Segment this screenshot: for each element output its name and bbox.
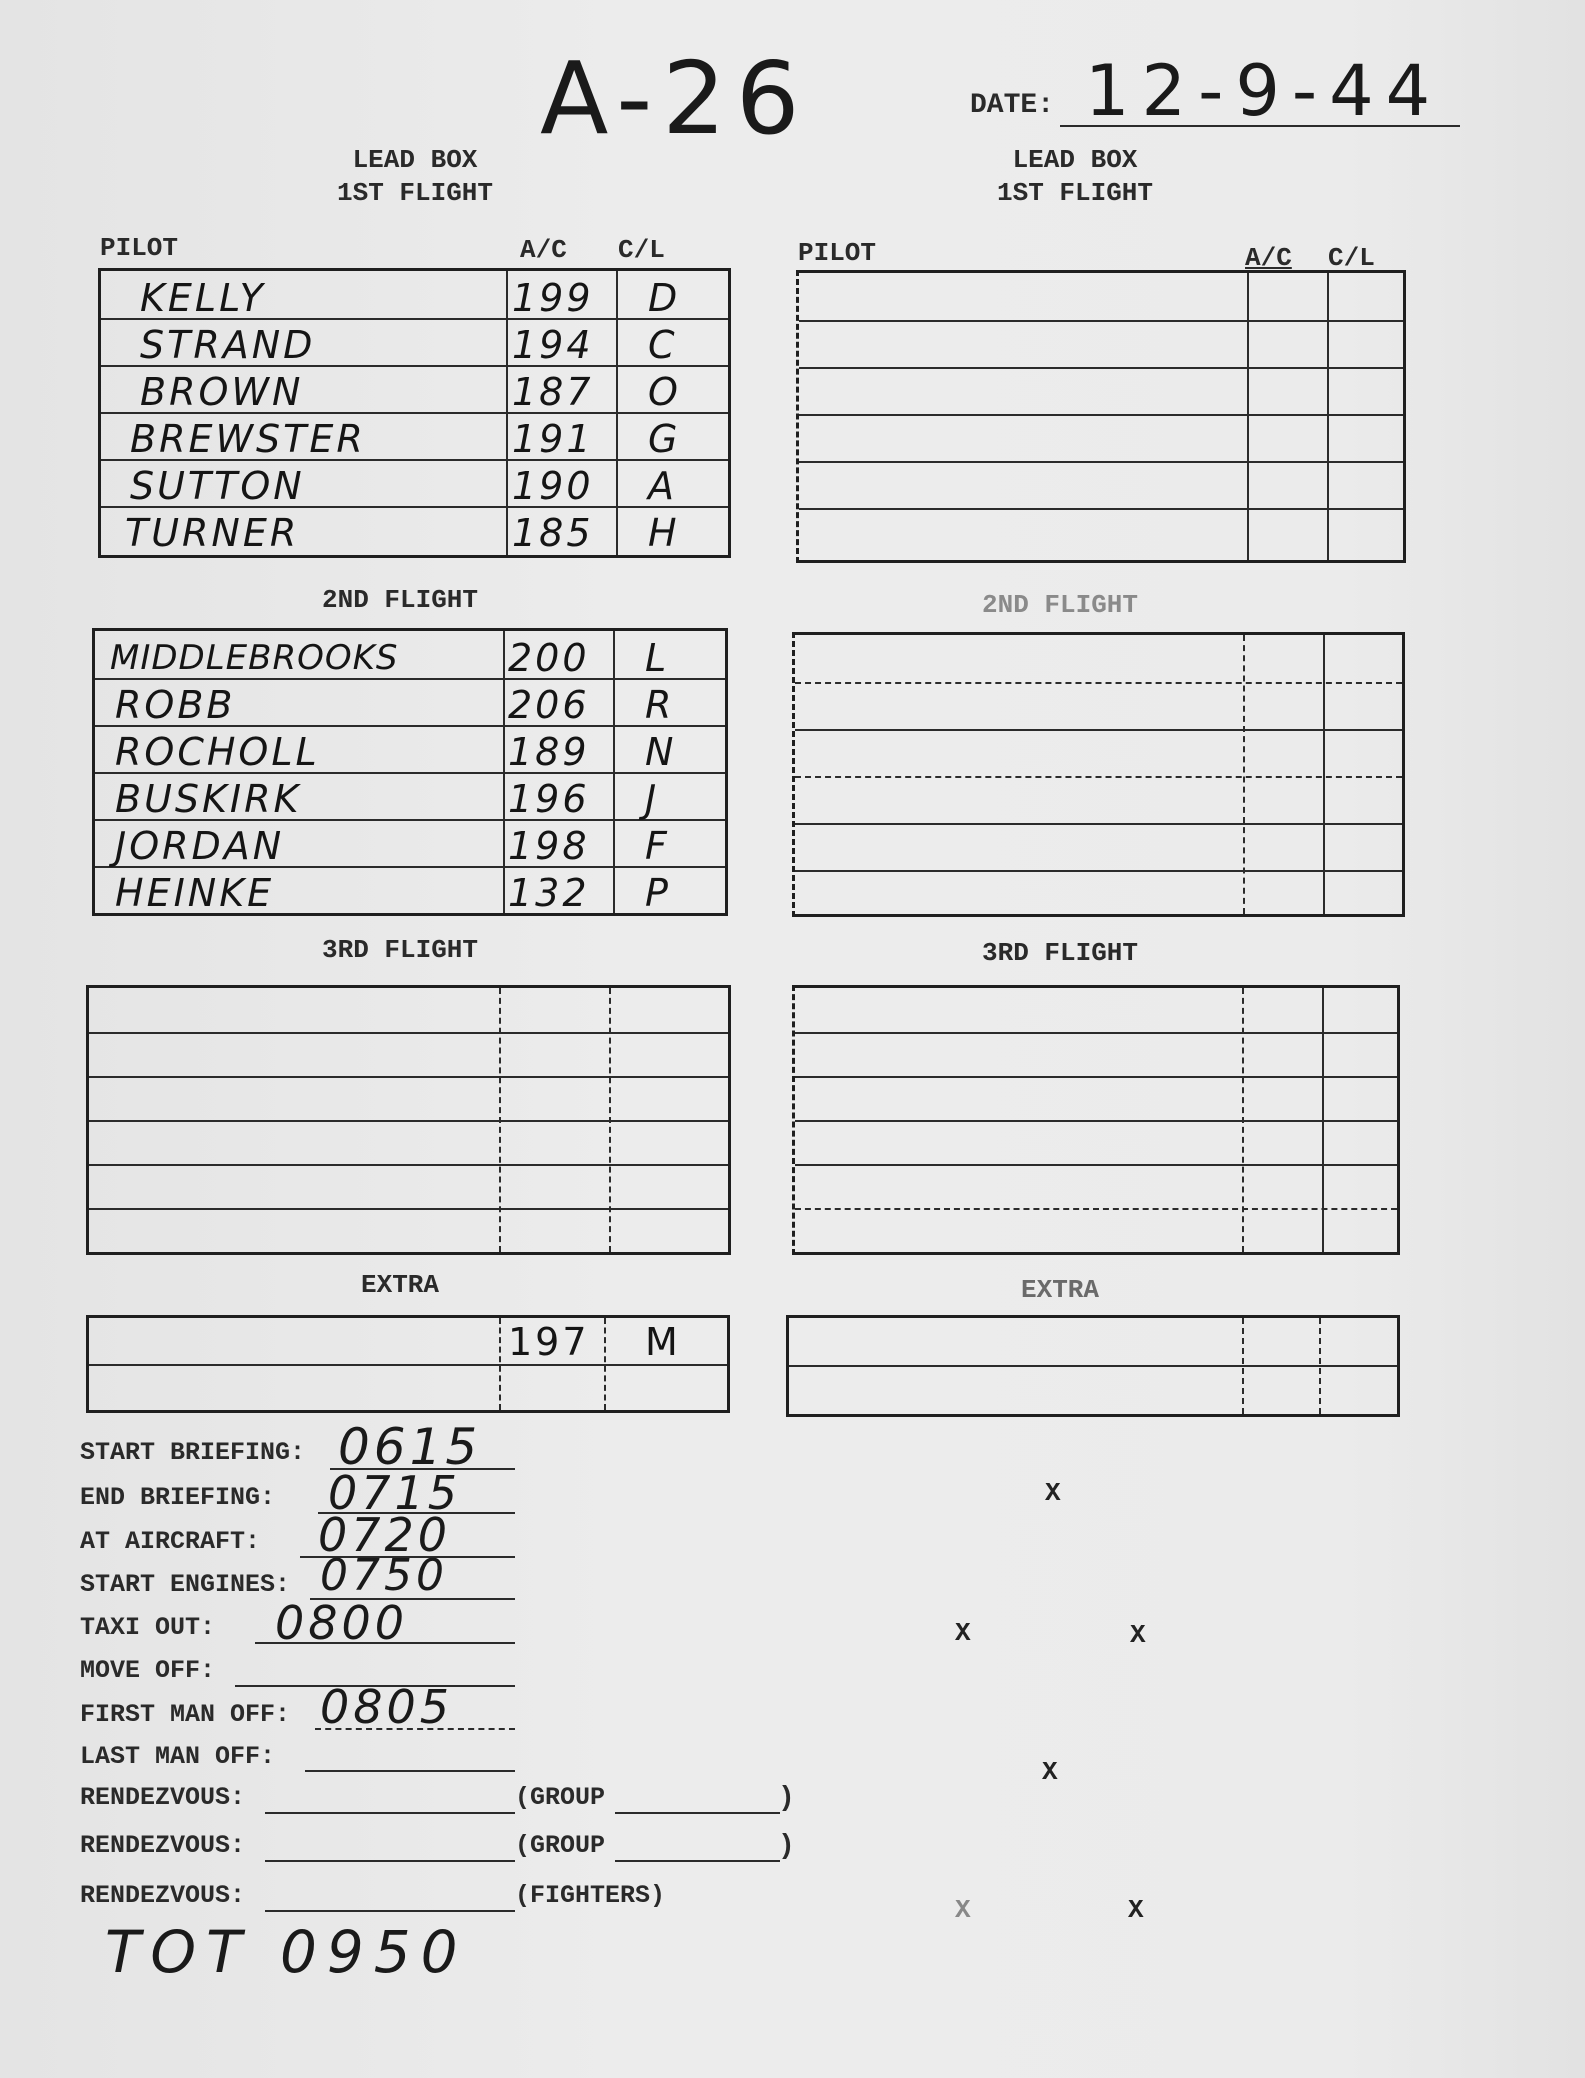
left-flight1-title: 1ST FLIGHT bbox=[336, 178, 494, 208]
x-mark: X bbox=[955, 1895, 971, 1925]
last-man-off-label: LAST MAN OFF: bbox=[80, 1742, 276, 1771]
x-mark: X bbox=[955, 1618, 971, 1648]
rendezvous-close: ) bbox=[778, 1831, 795, 1862]
right-col-pilot: PILOT bbox=[798, 238, 877, 268]
pilot-name: BUSKIRK bbox=[115, 777, 302, 821]
right-flight3-title: 3RD FLIGHT bbox=[981, 938, 1139, 968]
left-col-pilot: PILOT bbox=[100, 233, 179, 263]
pilot-name: MIDDLEBROOKS bbox=[110, 638, 399, 678]
aircraft-number: 194 bbox=[512, 323, 594, 367]
at-aircraft-label: AT AIRCRAFT: bbox=[80, 1527, 261, 1556]
right-box-title: LEAD BOX bbox=[1012, 145, 1138, 175]
start-briefing-value: 0615 bbox=[338, 1418, 482, 1476]
taxi-out-label: TAXI OUT: bbox=[80, 1613, 216, 1642]
rendezvous-close: ) bbox=[778, 1783, 795, 1814]
call-letter: F bbox=[645, 824, 670, 868]
call-letter: G bbox=[648, 417, 681, 461]
pilot-name: ROCHOLL bbox=[115, 730, 320, 774]
call-letter: R bbox=[645, 683, 675, 727]
aircraft-number: 198 bbox=[508, 824, 590, 868]
start-engines-label: START ENGINES: bbox=[80, 1570, 291, 1599]
date-label: DATE: bbox=[970, 90, 1055, 121]
left-col-ac: A/C bbox=[520, 235, 567, 265]
at-aircraft-value: 0720 bbox=[318, 1508, 452, 1562]
call-letter: J bbox=[645, 777, 660, 821]
call-letter: N bbox=[645, 730, 677, 774]
pilot-name: STRAND bbox=[140, 323, 316, 367]
rendezvous-label: RENDEZVOUS: bbox=[80, 1881, 246, 1910]
form-number: A-26 bbox=[540, 40, 810, 157]
pilot-name: KELLY bbox=[140, 276, 266, 320]
rendezvous-fighters-label: (FIGHTERS) bbox=[515, 1881, 666, 1910]
left-flight2-title: 2ND FLIGHT bbox=[321, 585, 479, 615]
x-mark: X bbox=[1130, 1620, 1146, 1650]
right-flight2-table bbox=[792, 632, 1405, 917]
call-letter: L bbox=[645, 636, 670, 680]
left-flight3-table bbox=[86, 985, 731, 1255]
aircraft-number: 206 bbox=[508, 683, 590, 727]
call-letter: H bbox=[648, 511, 680, 555]
right-extra-title: EXTRA bbox=[1020, 1275, 1099, 1305]
right-flight1-title: 1ST FLIGHT bbox=[996, 178, 1154, 208]
pilot-name: SUTTON bbox=[130, 464, 305, 508]
aircraft-number: 132 bbox=[508, 871, 590, 915]
aircraft-number: 191 bbox=[512, 417, 594, 461]
right-flight2-title: 2ND FLIGHT bbox=[981, 590, 1139, 620]
call-letter: M bbox=[645, 1320, 681, 1364]
call-letter: O bbox=[648, 370, 681, 414]
tot-note: TOT 0950 bbox=[105, 1918, 468, 1986]
aircraft-number: 187 bbox=[512, 370, 594, 414]
x-mark: X bbox=[1128, 1895, 1144, 1925]
taxi-out-value: 0800 bbox=[275, 1596, 409, 1650]
left-extra-title: EXTRA bbox=[360, 1270, 439, 1300]
right-col-ac: A/C bbox=[1245, 243, 1292, 273]
pilot-name: BREWSTER bbox=[130, 417, 366, 461]
move-off-label: MOVE OFF: bbox=[80, 1656, 216, 1685]
date-underline bbox=[1060, 125, 1460, 127]
end-briefing-value: 0715 bbox=[328, 1466, 462, 1520]
pilot-name: JORDAN bbox=[115, 824, 285, 868]
pilot-name: TURNER bbox=[125, 511, 300, 555]
right-flight3-table bbox=[792, 985, 1400, 1255]
aircraft-number: 185 bbox=[512, 511, 594, 555]
pilot-name: HEINKE bbox=[115, 871, 275, 915]
right-col-cl: C/L bbox=[1328, 243, 1375, 273]
left-flight3-title: 3RD FLIGHT bbox=[321, 935, 479, 965]
rendezvous-group-label: (GROUP bbox=[515, 1783, 606, 1812]
right-flight1-table bbox=[796, 270, 1406, 563]
call-letter: C bbox=[648, 323, 678, 367]
aircraft-number: 196 bbox=[508, 777, 590, 821]
start-engines-value: 0750 bbox=[320, 1550, 448, 1601]
left-col-cl: C/L bbox=[618, 235, 665, 265]
aircraft-number: 189 bbox=[508, 730, 590, 774]
aircraft-number: 197 bbox=[508, 1320, 590, 1364]
date-value: 12-9-44 bbox=[1085, 50, 1443, 132]
rendezvous-label: RENDEZVOUS: bbox=[80, 1831, 246, 1860]
aircraft-number: 200 bbox=[508, 636, 590, 680]
x-mark: X bbox=[1042, 1757, 1058, 1787]
left-box-title: LEAD BOX bbox=[352, 145, 478, 175]
call-letter: A bbox=[648, 464, 677, 508]
rendezvous-label: RENDEZVOUS: bbox=[80, 1783, 246, 1812]
aircraft-number: 199 bbox=[512, 276, 594, 320]
call-letter: P bbox=[645, 871, 671, 915]
pilot-name: ROBB bbox=[115, 683, 236, 727]
call-letter: D bbox=[648, 276, 681, 320]
first-man-off-value: 0805 bbox=[320, 1680, 454, 1734]
first-man-off-label: FIRST MAN OFF: bbox=[80, 1700, 291, 1729]
aircraft-number: 190 bbox=[512, 464, 594, 508]
start-briefing-label: START BRIEFING: bbox=[80, 1438, 306, 1467]
x-mark: X bbox=[1045, 1478, 1061, 1508]
end-briefing-label: END BRIEFING: bbox=[80, 1483, 276, 1512]
pilot-name: BROWN bbox=[140, 370, 304, 414]
right-extra-table bbox=[786, 1315, 1400, 1417]
rendezvous-group-label: (GROUP bbox=[515, 1831, 606, 1860]
left-extra-table bbox=[86, 1315, 730, 1413]
